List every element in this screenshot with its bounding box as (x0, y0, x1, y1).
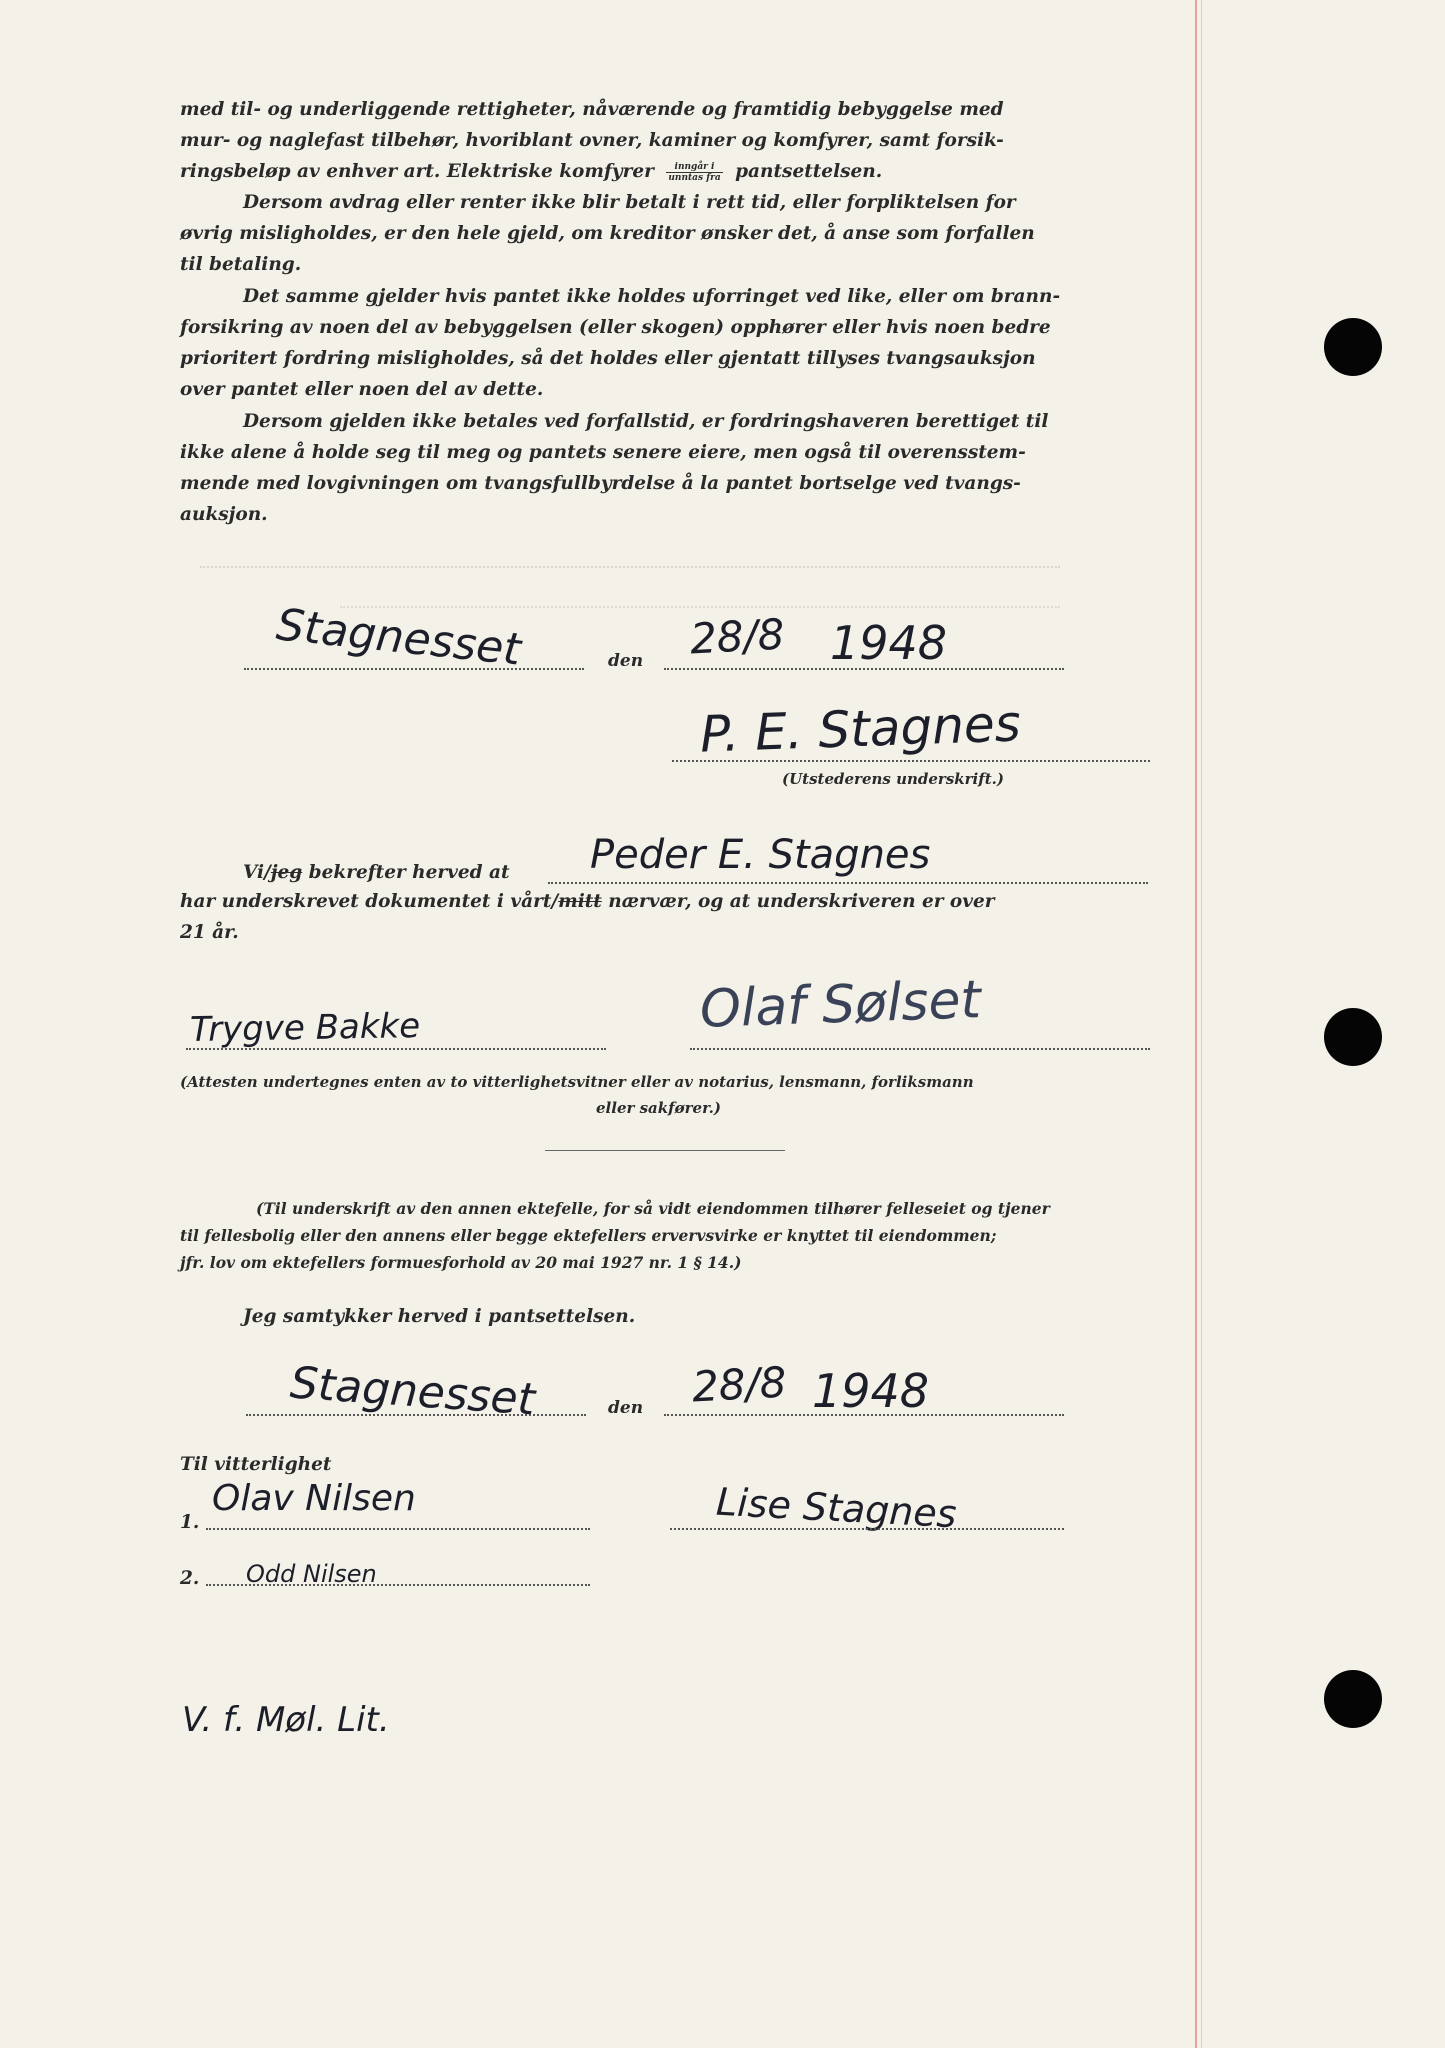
signature-caption: (Utstederens underskrift.) (782, 770, 1004, 788)
para-line: prioritert fordring misligholdes, så det holdes eller gjentatt tillyses tvangsauksjon (180, 348, 1036, 369)
para-line: Det samme gjelder hvis pantet ikke holdes uforringet ved like, eller om brann- (243, 286, 1061, 307)
red-margin-line (1195, 0, 1197, 2048)
komfyr-text: ringsbeløp av enhver art. Elektriske komfyrer (180, 161, 654, 182)
handwritten-date-2: 28/8 (690, 1357, 788, 1412)
para-line: til betaling. (180, 254, 302, 275)
fraction-bottom: unntas fra (668, 172, 721, 183)
place-2-dotted-line (246, 1414, 586, 1416)
attest-note-line-2: eller sakfører.) (596, 1099, 721, 1117)
spouse-note-line: (Til underskrift av den annen ektefelle, for så vidt eiendommen tilhører felleseiet og tjener (256, 1199, 1050, 1218)
fraction-top: inngår i (666, 162, 722, 173)
name-dotted-line (548, 882, 1148, 884)
consent-text: Jeg samtykker herved i pantsettelsen. (243, 1306, 636, 1327)
para-line: auksjon. (180, 504, 268, 525)
den-label-2: den (608, 1398, 644, 1418)
consent-witness-2: Odd Nilsen (246, 1560, 377, 1588)
spouse-note-line: til fellesbolig eller den annens eller begge ektefellers ervervsvirke er knyttet til eiendommen; (180, 1226, 997, 1245)
section-divider (545, 1150, 785, 1151)
issuer-signature: P. E. Stagnes (699, 694, 1022, 764)
inngar-unntas-fraction (666, 162, 722, 183)
consent-witness-2-line (206, 1584, 590, 1586)
para-line: øvrig misligholdes, er den hele gjeld, om kreditor ønsker det, å anse som forfallen (180, 223, 1035, 244)
punch-hole (1324, 318, 1382, 376)
confirm-line2-after: nærvær, og at underskriveren er over (601, 891, 995, 912)
para-line: Dersom gjelden ikke betales ved forfallstid, er fordringshaveren berettiget til (243, 411, 1049, 432)
red-margin-line-inner (1201, 0, 1202, 2048)
spouse-note-line: jfr. lov om ektefellers formuesforhold av 20 mai 1927 nr. 1 § 14.) (180, 1253, 742, 1272)
witness-number-1: 1. (180, 1512, 200, 1533)
handwritten-year-2: 1948 (812, 1364, 930, 1418)
witness-1-dotted-line (186, 1048, 606, 1050)
jeg-struck-text: jeg (270, 862, 303, 883)
confirm-text: bekrefter herved at (302, 862, 510, 883)
bleed-through-line (200, 566, 1060, 568)
para-line: forsikring av noen del av bebyggelsen (eller skogen) opphører eller hvis noen bedre (180, 317, 1051, 338)
witness-number-2: 2. (180, 1568, 200, 1589)
til-vitterlighet-label: Til vitterlighet (180, 1454, 332, 1475)
punch-hole (1324, 1670, 1382, 1728)
consent-witness-1: Olav Nilsen (212, 1478, 416, 1519)
witness-2-dotted-line (690, 1048, 1150, 1050)
spouse-signature-line (670, 1528, 1064, 1530)
handwritten-place-2: Stagnesset (288, 1357, 537, 1426)
confirmation-line (243, 862, 510, 883)
date-dotted-line (664, 668, 1064, 670)
komfyr-after: pantsettelsen. (735, 161, 883, 182)
komfyr-line (180, 156, 882, 187)
intro-line: med til- og underliggende rettigheter, nåværende og framtidig bebyggelse med (180, 99, 1004, 120)
para-line: over pantet eller noen del av dette. (180, 379, 544, 400)
confirmation-line-3: 21 år. (180, 922, 239, 943)
consent-witness-1-line (206, 1528, 590, 1530)
bleed-through-line (340, 606, 1060, 608)
vi-text: Vi/ (243, 862, 271, 883)
para-line: mende med lovgivningen om tvangsfullbyrdelse å la pantet bortselge ved tvangs- (180, 473, 1021, 494)
confirmed-name: Peder E. Stagnes (590, 832, 931, 878)
signature-dotted-line (672, 760, 1150, 762)
witness-signature-2: Olaf Sølset (699, 970, 982, 1040)
punch-hole (1324, 1008, 1382, 1066)
den-label: den (608, 651, 644, 671)
confirm-line2-before: har underskrevet dokumentet i vårt/ (180, 891, 559, 912)
attest-note-line-1: (Attesten undertegnes enten av to vitterlighetsvitner eller av notarius, lensmann, forliksmann (180, 1073, 974, 1091)
date-2-dotted-line (664, 1414, 1064, 1416)
handwritten-date: 28/8 (688, 609, 786, 664)
para-line: Dersom avdrag eller renter ikke blir betalt i rett tid, eller forpliktelsen for (243, 192, 1016, 213)
intro-line: mur- og naglefast tilbehør, hvoriblant ovner, kaminer og komfyrer, samt forsik- (180, 130, 1004, 151)
confirmation-line-2 (180, 891, 995, 912)
mitt-struck-text: mitt (558, 891, 602, 912)
handwritten-year: 1948 (830, 616, 948, 670)
spouse-signature: Lise Stagnes (715, 1479, 958, 1537)
handwritten-place: Stagnesset (274, 599, 524, 676)
witness-signature-1: Trygve Bakke (189, 1005, 421, 1051)
place-dotted-line (244, 668, 584, 670)
para-line: ikke alene å holde seg til meg og pantets senere eiere, men også til overensstem- (180, 442, 1026, 463)
bottom-handwritten-note: V. f. Møl. Lit. (182, 1700, 390, 1740)
